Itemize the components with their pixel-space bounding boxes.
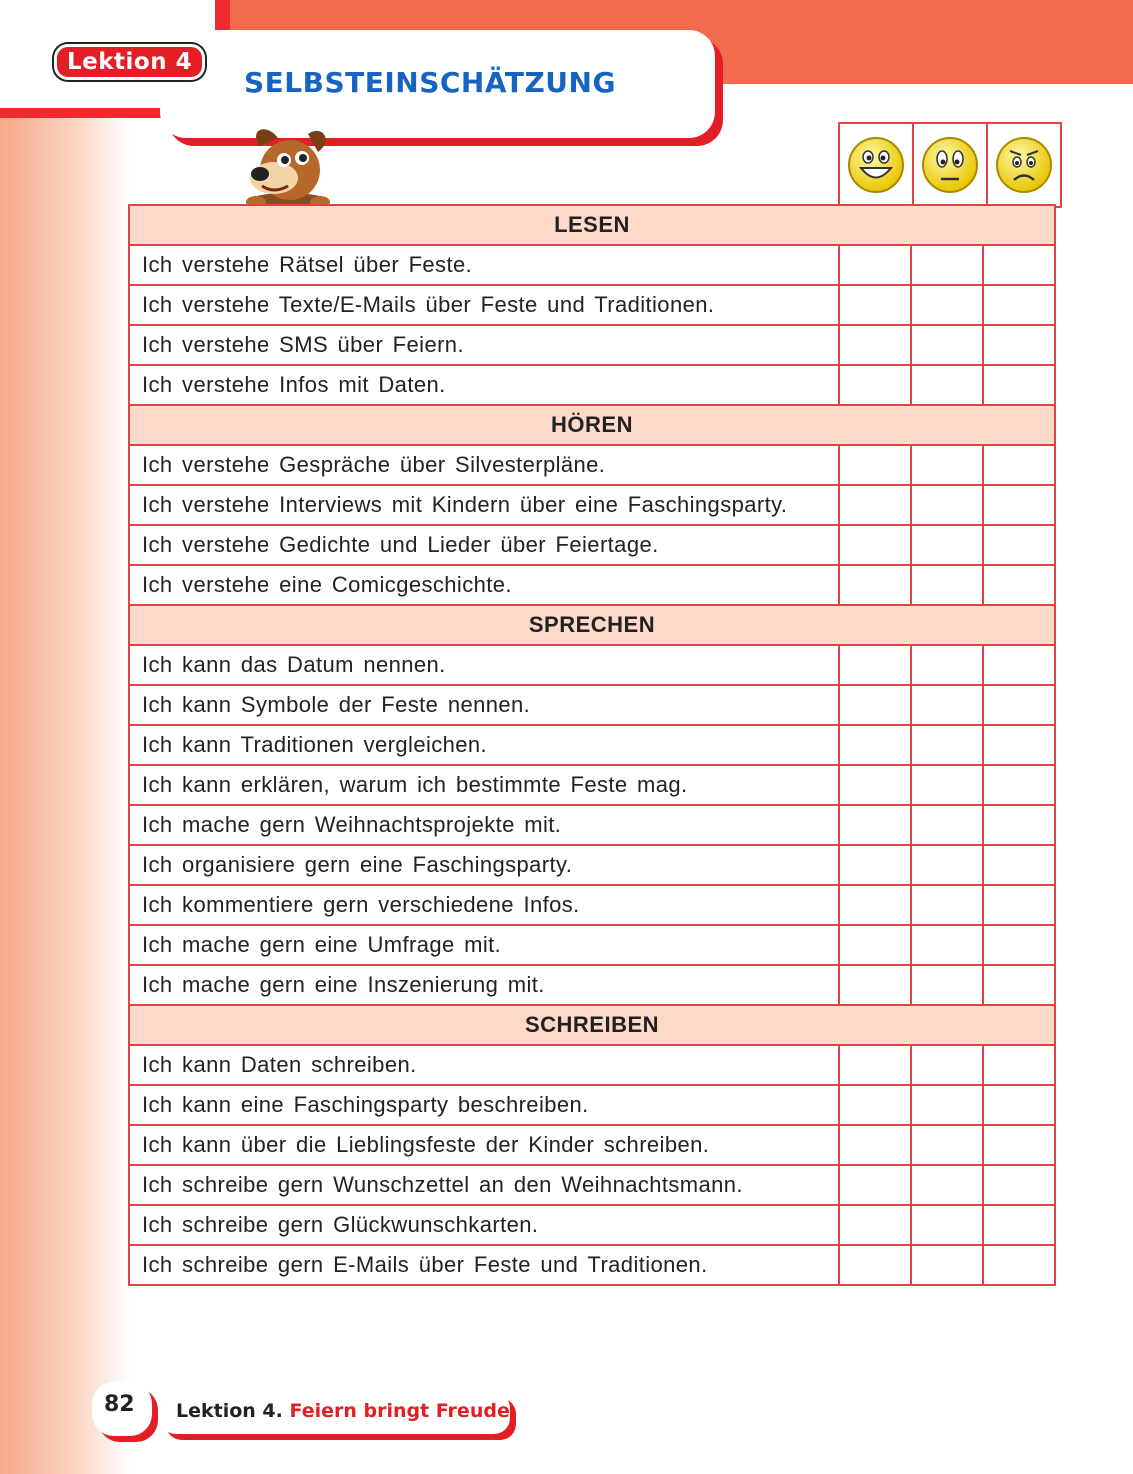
left-gradient-band (0, 0, 130, 1474)
statement-text: Ich kann Daten schreiben. (129, 1045, 839, 1085)
statement-text: Ich mache gern eine Inszenierung mit. (129, 965, 839, 1005)
rating-cell-worried[interactable] (983, 685, 1055, 725)
rating-cell-neutral[interactable] (911, 925, 983, 965)
lesson-badge: Lektion 4 (54, 44, 205, 80)
section-heading: LESEN (129, 205, 1055, 245)
rating-cell-happy[interactable] (839, 365, 911, 405)
section-heading: HÖREN (129, 405, 1055, 445)
statement-text: Ich schreibe gern Glückwunschkarten. (129, 1205, 839, 1245)
rating-cell-worried[interactable] (983, 1045, 1055, 1085)
statement-text: Ich kommentiere gern verschiedene Infos. (129, 885, 839, 925)
rating-cell-neutral[interactable] (911, 645, 983, 685)
rating-header-neutral (912, 122, 988, 208)
worried-smiley-icon (994, 135, 1054, 195)
footer-lesson-prefix: Lektion 4. (176, 1400, 283, 1422)
table-row (129, 845, 1055, 885)
rating-cell-worried[interactable] (983, 645, 1055, 685)
statement-text: Ich kann erklären, warum ich bestimmte Feste mag. (129, 765, 839, 805)
rating-cell-worried[interactable] (983, 965, 1055, 1005)
table-row (129, 685, 1055, 725)
rating-cell-worried[interactable] (983, 1205, 1055, 1245)
table-row (129, 1045, 1055, 1085)
rating-cell-happy[interactable] (839, 245, 911, 285)
statement-text: Ich mache gern Weihnachtsprojekte mit. (129, 805, 839, 845)
statement-text: Ich mache gern eine Umfrage mit. (129, 925, 839, 965)
section-heading: SPRECHEN (129, 605, 1055, 645)
section-header-row (129, 205, 1055, 245)
rating-cell-neutral[interactable] (911, 1045, 983, 1085)
rating-cell-worried[interactable] (983, 285, 1055, 325)
rating-cell-happy[interactable] (839, 485, 911, 525)
rating-cell-neutral[interactable] (911, 685, 983, 725)
section-heading: SCHREIBEN (129, 1005, 1055, 1045)
laughing-smiley-icon (846, 135, 906, 195)
statement-text: Ich schreibe gern E-Mails über Feste und Traditionen. (129, 1245, 839, 1285)
statement-text: Ich organisiere gern eine Faschingsparty. (129, 845, 839, 885)
rating-cell-worried[interactable] (983, 565, 1055, 605)
rating-cell-happy[interactable] (839, 845, 911, 885)
rating-cell-worried[interactable] (983, 445, 1055, 485)
footer-lesson-title (176, 1400, 510, 1422)
rating-cell-worried[interactable] (983, 1165, 1055, 1205)
statement-text: Ich kann Symbole der Feste nennen. (129, 685, 839, 725)
rating-cell-worried[interactable] (983, 1125, 1055, 1165)
page-number: 82 (104, 1392, 135, 1417)
table-row (129, 925, 1055, 965)
rating-cell-happy[interactable] (839, 565, 911, 605)
table-row (129, 1165, 1055, 1205)
rating-cell-happy[interactable] (839, 925, 911, 965)
rating-cell-happy[interactable] (839, 1125, 911, 1165)
rating-cell-neutral[interactable] (911, 365, 983, 405)
rating-cell-neutral[interactable] (911, 965, 983, 1005)
statement-text: Ich schreibe gern Wunschzettel an den Weihnachtsmann. (129, 1165, 839, 1205)
table-row (129, 365, 1055, 405)
section-header-row (129, 605, 1055, 645)
rating-cell-happy[interactable] (839, 1085, 911, 1125)
neutral-smiley-icon (920, 135, 980, 195)
rating-cell-neutral[interactable] (911, 525, 983, 565)
rating-cell-worried[interactable] (983, 325, 1055, 365)
dog-mascot-icon (238, 120, 338, 212)
table-row (129, 765, 1055, 805)
rating-cell-happy[interactable] (839, 885, 911, 925)
table-row (129, 1245, 1055, 1285)
rating-cell-worried[interactable] (983, 845, 1055, 885)
rating-cell-neutral[interactable] (911, 325, 983, 365)
rating-cell-neutral[interactable] (911, 1085, 983, 1125)
statement-text: Ich kann eine Faschingsparty beschreiben. (129, 1085, 839, 1125)
rating-cell-happy[interactable] (839, 1205, 911, 1245)
rating-cell-worried[interactable] (983, 525, 1055, 565)
statement-text: Ich verstehe Rätsel über Feste. (129, 245, 839, 285)
rating-cell-neutral[interactable] (911, 805, 983, 845)
self-assessment-table (128, 204, 1056, 1286)
rating-cell-neutral[interactable] (911, 1165, 983, 1205)
rating-cell-neutral[interactable] (911, 245, 983, 285)
rating-cell-happy[interactable] (839, 965, 911, 1005)
table-row (129, 645, 1055, 685)
rating-cell-neutral[interactable] (911, 565, 983, 605)
table-row (129, 1125, 1055, 1165)
rating-cell-happy[interactable] (839, 645, 911, 685)
table-row (129, 445, 1055, 485)
table-row (129, 885, 1055, 925)
rating-cell-worried[interactable] (983, 725, 1055, 765)
rating-cell-neutral[interactable] (911, 445, 983, 485)
table-row (129, 1085, 1055, 1125)
rating-cell-worried[interactable] (983, 925, 1055, 965)
table-row (129, 285, 1055, 325)
statement-text: Ich verstehe Texte/E-Mails über Feste und Traditionen. (129, 285, 839, 325)
rating-cell-worried[interactable] (983, 245, 1055, 285)
footer-lesson-name: Feiern bringt Freude (289, 1400, 510, 1422)
rating-header-happy (838, 122, 914, 208)
table-row (129, 525, 1055, 565)
table-row (129, 485, 1055, 525)
section-header-row (129, 1005, 1055, 1045)
rating-cell-happy[interactable] (839, 1245, 911, 1285)
statement-text: Ich kann Traditionen vergleichen. (129, 725, 839, 765)
rating-cell-neutral[interactable] (911, 765, 983, 805)
rating-cell-happy[interactable] (839, 525, 911, 565)
statement-text: Ich verstehe eine Comicgeschichte. (129, 565, 839, 605)
rating-cell-happy[interactable] (839, 805, 911, 845)
statement-text: Ich verstehe Gespräche über Silvesterpläne. (129, 445, 839, 485)
statement-text: Ich verstehe Interviews mit Kindern über eine Faschingsparty. (129, 485, 839, 525)
rating-cell-neutral[interactable] (911, 885, 983, 925)
rating-cell-happy[interactable] (839, 725, 911, 765)
rating-cell-happy[interactable] (839, 445, 911, 485)
rating-cell-worried[interactable] (983, 805, 1055, 845)
table-row (129, 965, 1055, 1005)
rating-cell-worried[interactable] (983, 1245, 1055, 1285)
rating-header-worried (986, 122, 1062, 208)
statement-text: Ich verstehe Gedichte und Lieder über Feiertage. (129, 525, 839, 565)
rating-cell-neutral[interactable] (911, 1245, 983, 1285)
statement-text: Ich kann das Datum nennen. (129, 645, 839, 685)
table-row (129, 325, 1055, 365)
table-row (129, 245, 1055, 285)
table-row (129, 1205, 1055, 1245)
rating-cell-happy[interactable] (839, 325, 911, 365)
rating-cell-neutral[interactable] (911, 285, 983, 325)
statement-text: Ich verstehe Infos mit Daten. (129, 365, 839, 405)
rating-cell-worried[interactable] (983, 885, 1055, 925)
table-row (129, 565, 1055, 605)
page-title: SELBSTEINSCHÄTZUNG (244, 66, 616, 99)
rating-cell-happy[interactable] (839, 1045, 911, 1085)
rating-cell-happy[interactable] (839, 685, 911, 725)
rating-cell-happy[interactable] (839, 765, 911, 805)
rating-cell-neutral[interactable] (911, 485, 983, 525)
rating-cell-worried[interactable] (983, 485, 1055, 525)
rating-cell-happy[interactable] (839, 1165, 911, 1205)
rating-cell-neutral[interactable] (911, 725, 983, 765)
rating-cell-neutral[interactable] (911, 1205, 983, 1245)
rating-cell-worried[interactable] (983, 365, 1055, 405)
section-header-row (129, 405, 1055, 445)
rating-cell-happy[interactable] (839, 285, 911, 325)
table-row (129, 725, 1055, 765)
rating-cell-neutral[interactable] (911, 1125, 983, 1165)
statement-text: Ich kann über die Lieblingsfeste der Kinder schreiben. (129, 1125, 839, 1165)
rating-cell-neutral[interactable] (911, 845, 983, 885)
table-row (129, 805, 1055, 845)
rating-cell-worried[interactable] (983, 1085, 1055, 1125)
statement-text: Ich verstehe SMS über Feiern. (129, 325, 839, 365)
rating-cell-worried[interactable] (983, 765, 1055, 805)
